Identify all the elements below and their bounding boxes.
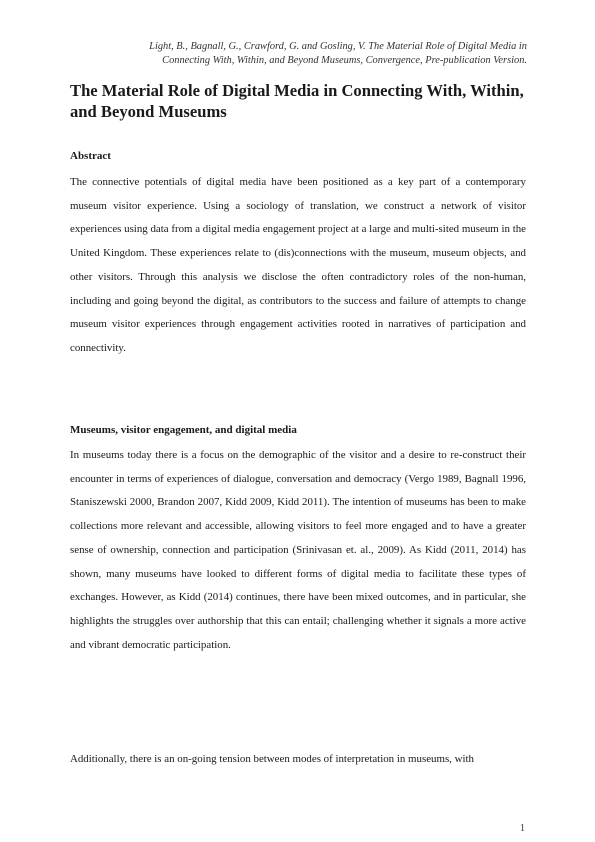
body-paragraph-1: In museums today there is a focus on the demographic of the visitor and a desire to re-construct their encounter in terms of experiences of dialogue, conversation and democracy (Vergo 1989, Bagnall 1996, Staniszewski 2000, Brandon 2007, Kidd 2009, Kidd 2011). The intention of museums has been to make collections more relevant and accessible, allowing visitors to feel more engaged and to have a greater sense of ownership, connection and participation (Srinivasan et. al., 2009). As Kidd (2011, 2014) has shown, many museums have looked to different forms of digital media to facilitate these types of exchanges. However, as Kidd (2014) continues, there have been mixed outcomes, and in particular, she highlights the struggles over authorship that this can entail; challenging whether it signals a more active and vibrant democratic participation. xyxy=(70,449,526,651)
running-header xyxy=(57,40,527,68)
abstract-text: The connective potentials of digital media have been positioned as a key part of a contemporary museum visitor experience. Using a sociology of translation, we construct a network of visitor experiences using data from a digital media engagement project at a large and multi-sited museum in the United Kingdom. These experiences relate to (dis)connections with the museum, museum objects, and other visitors. Through this analysis we disclose the often contradictory roles of the non-human, including and going beyond the digital, as contributors to the success and failure of attempts to change museum visitor experiences through engagement activities rooted in narratives of participation and connectivity. xyxy=(70,176,526,354)
running-header-line-1: Light, B., Bagnall, G., Crawford, G. and Gosling, V. The Material Role of Digital Media in xyxy=(149,41,527,52)
body-paragraph-2: Additionally, there is an on-going tension between modes of interpretation in museums, with xyxy=(70,753,474,765)
abstract-heading: Abstract xyxy=(70,150,111,162)
paper-title: The Material Role of Digital Media in Connecting With, Within, and Beyond Museums xyxy=(70,81,524,121)
running-header-line-2: Connecting With, Within, and Beyond Museums, Convergence, Pre-publication Version. xyxy=(162,55,527,66)
section-heading: Museums, visitor engagement, and digital media xyxy=(70,424,297,436)
page-number: 1 xyxy=(520,823,525,834)
